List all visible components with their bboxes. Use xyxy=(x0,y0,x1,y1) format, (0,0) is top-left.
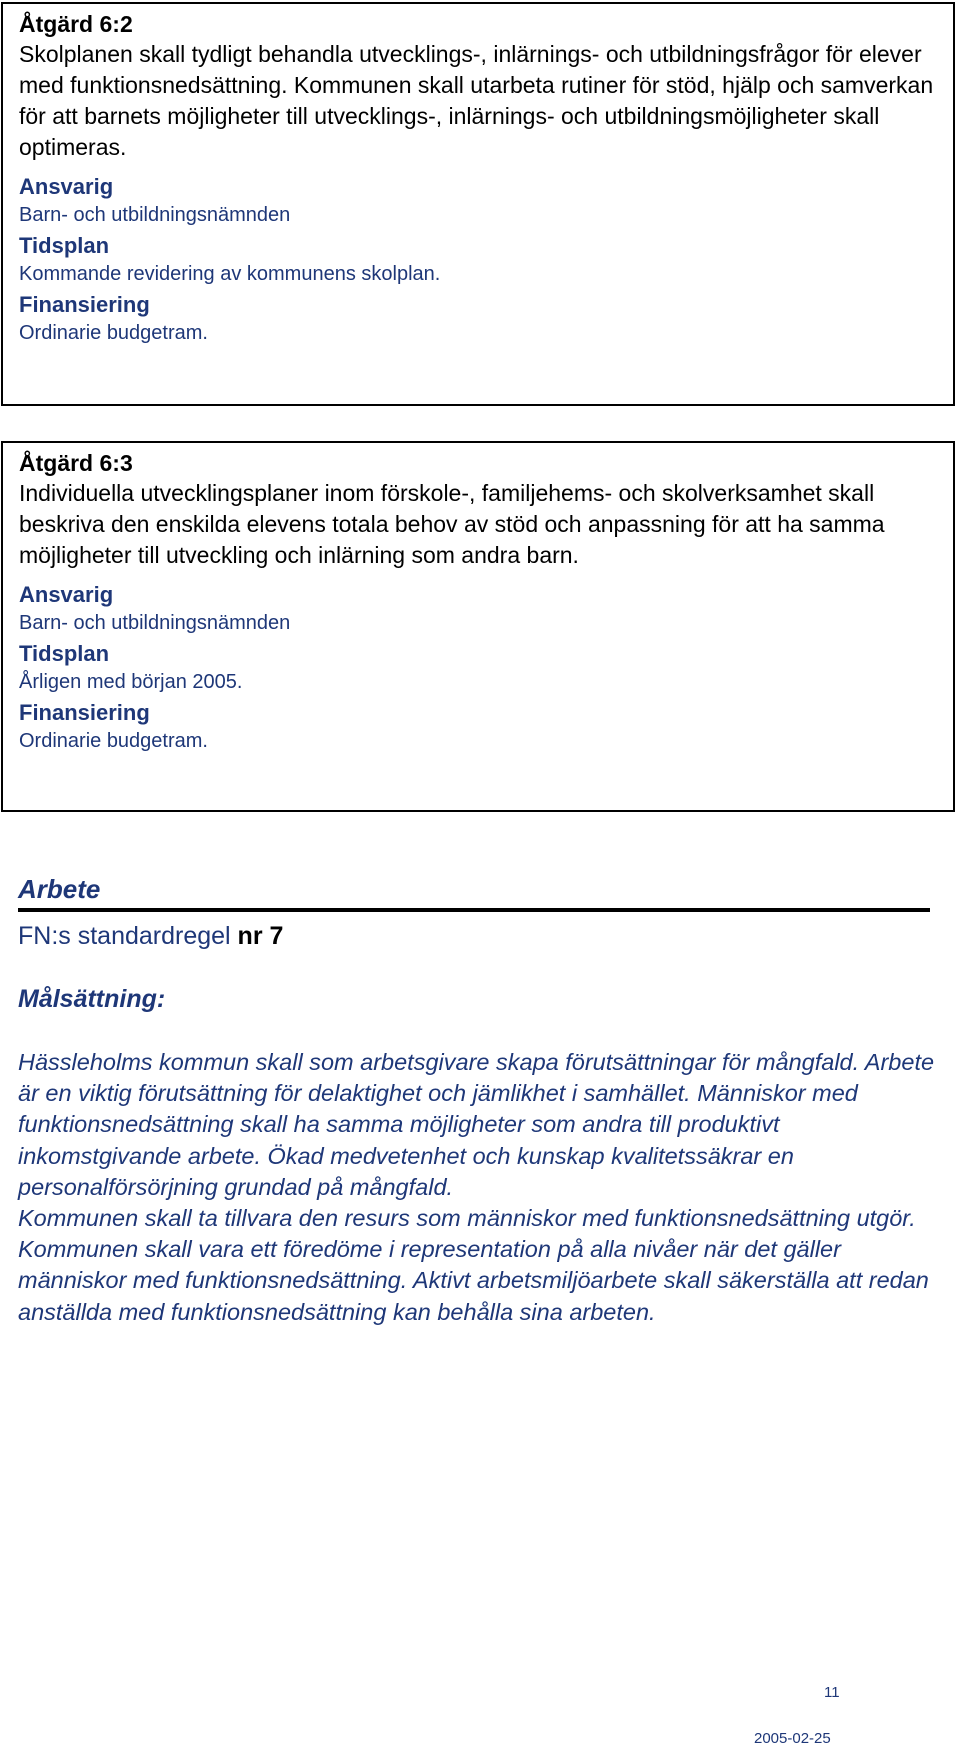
goal-paragraph: Kommunen skall ta tillvara den resurs som människor med funktionsnedsättning utgör. Kommunen skall vara ett föredöme i representation på alla nivåer när det gäller människor med funktionsnedsättning. Aktivt arbetsmiljöarbete skall säkerställa att redan anställda med funktionsnedsättning kan behålla sina arbeten. xyxy=(18,1205,929,1325)
funding-value: Ordinarie budgetram. xyxy=(19,322,208,344)
standard-rule-line xyxy=(18,922,283,951)
schedule-label: Tidsplan xyxy=(19,641,110,666)
responsible-label: Ansvarig xyxy=(19,174,114,199)
responsible-value: Barn- och utbildningsnämnden xyxy=(19,204,291,226)
responsible-label: Ansvarig xyxy=(19,582,114,607)
schedule-value: Kommande revidering av kommunens skolplan. xyxy=(19,263,441,285)
funding-label: Finansiering xyxy=(19,700,150,725)
funding-label: Finansiering xyxy=(19,292,150,317)
page-date: 2005-02-25 xyxy=(754,1730,831,1747)
measure-text: Skolplanen skall tydligt behandla utvecklings-, inlärnings- och utbildningsfrågor för elever med funktionsnedsättning. Kommunen skall utarbeta rutiner för stöd, hjälp och samverkan för att barnets möjligheter till utvecklings-, inlärnings- och utbildningsmöjligheter skall optimeras. xyxy=(19,41,934,160)
measure-box-6-2 xyxy=(1,2,955,406)
funding-value: Ordinarie budgetram. xyxy=(19,730,208,752)
schedule-value: Årligen med början 2005. xyxy=(19,671,243,693)
page-number: 11 xyxy=(824,1684,840,1701)
schedule-label: Tidsplan xyxy=(19,233,110,258)
measure-title: Åtgärd 6:3 xyxy=(19,450,133,476)
goal-text xyxy=(18,1047,938,1328)
measure-text: Individuella utvecklingsplaner inom förskole-, familjehems- och skolverksamhet skall beskriva den enskilda elevens totala behov av stöd och anpassning för att ha samma möjligheter till utveckling och inlärning som andra barn. xyxy=(19,480,885,568)
section-divider xyxy=(18,908,930,912)
goal-heading: Målsättning: xyxy=(18,985,166,1013)
measure-box-6-3 xyxy=(1,441,955,812)
goal-paragraph: Hässleholms kommun skall som arbetsgivare skapa förutsättningar för mångfald. Arbete är en viktig förutsättning för delaktighet och jämlikhet i samhället. Människor med funktionsnedsättning skall ha samma möjligheter som andra till produktivt inkomstgivande arbete. Ökad medvetenhet och kunskap kvalitetssäkrar en personalförsörjning grundad på mångfald. xyxy=(18,1049,935,1200)
standard-rule-number: nr 7 xyxy=(237,922,284,950)
standard-rule-prefix: FN:s standardregel xyxy=(18,922,238,950)
measure-title: Åtgärd 6:2 xyxy=(19,11,133,37)
responsible-value: Barn- och utbildningsnämnden xyxy=(19,612,291,634)
section-title: Arbete xyxy=(18,874,101,904)
